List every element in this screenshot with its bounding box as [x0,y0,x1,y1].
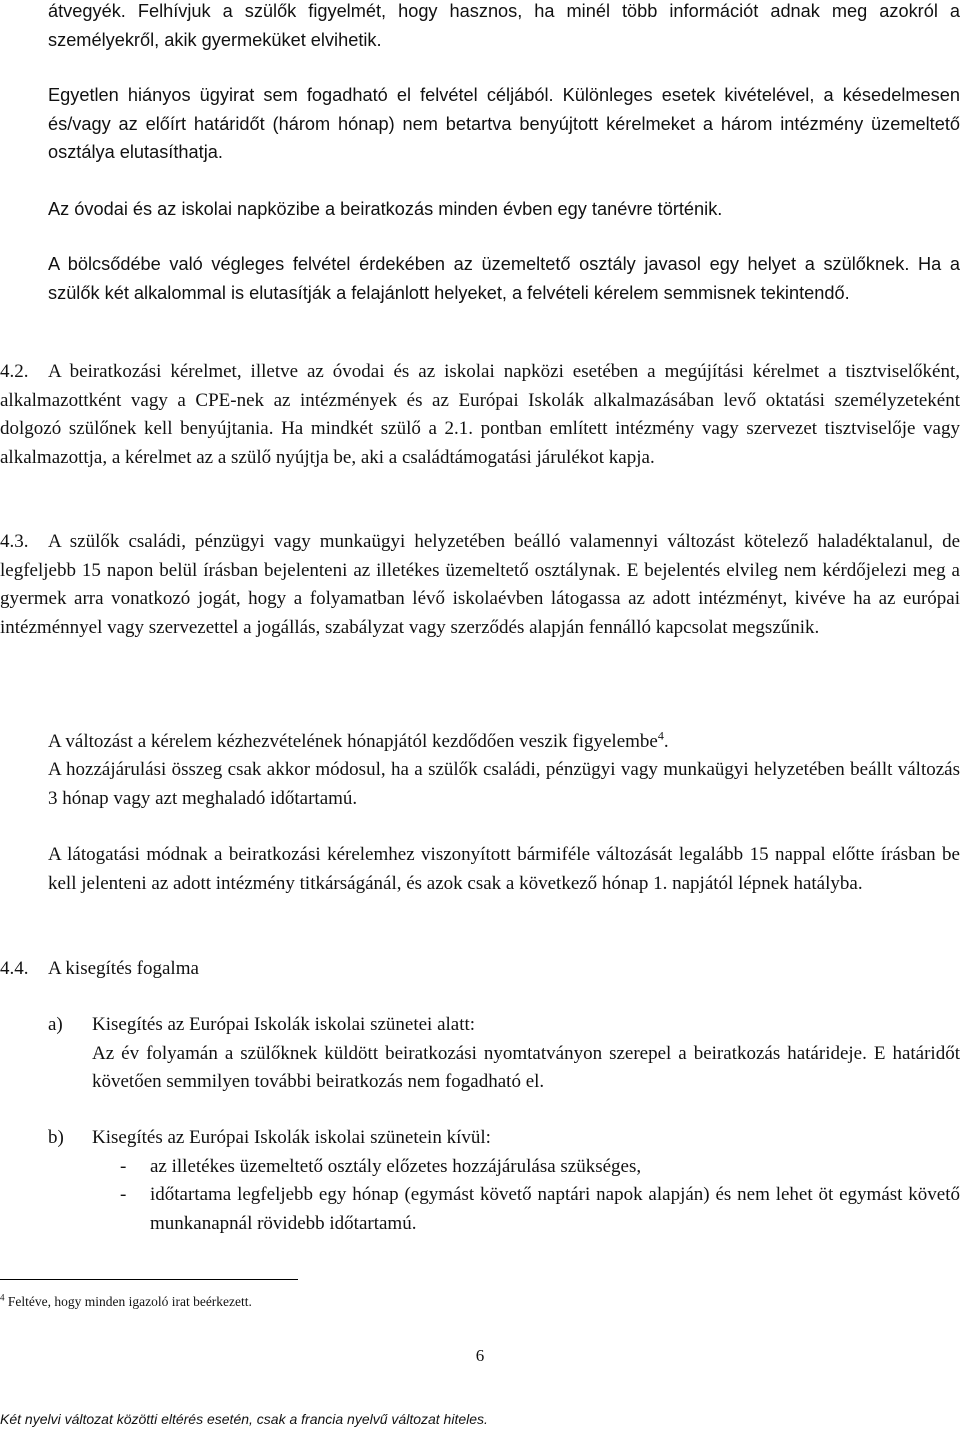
paragraph-change-effective [48,728,960,757]
footnote-mark: 4 [0,1292,5,1303]
section-4-3-body: A szülők családi, pénzügyi vagy munkaügyi helyzetében beálló valamennyi változást kötelező haladéktalanul, de legfeljebb 15 napon belül írásban bejelenteni az illetékes üzemeltető osztálynak. E bejelentés elvileg nem kérdőjelezi meg a gyermek arra vonatkozó jogát, hogy a folyamatban lévő iskolaévben látogassa az adott intézményt, kivéve ha az európai intézménnyel vagy szervezettel a jogállás, szabályzat vagy szerződés alapján fennálló kapcsolat megszűnik. [0,531,960,638]
paragraph-pickup-info: átvegyék. Felhívjuk a szülők figyelmét, hogy hasznos, ha minél több információt adnak meg azokról a személyekről, akik gyermeküket elvihetik. [48,1,960,50]
section-number: 4.2. [0,361,29,382]
footer-disclaimer: Két nyelvi változat közötti eltérés esetén, csak a francia nyelvű változat hiteles. [0,1411,488,1427]
list-item-a [92,1011,960,1097]
footnote-text: Feltéve, hogy minden igazoló irat beérkezett. [4,1294,252,1309]
list-label-b: b) [48,1127,64,1148]
page-number: 6 [475,1346,485,1365]
paragraph-attendance-change: A látogatási módnak a beiratkozási kérelemhez viszonyított bármiféle változását legalább 15 nappal előtte írásban be kell jelenteni az adott intézmény titkárságánál, és azok csak a következő hónap 1. napjától lépnek hatályba. [48,844,960,894]
paragraph-incomplete-files: Egyetlen hiányos ügyirat sem fogadható el felvétel céljából. Különleges esetek kivételével, a késedelmesen és/vagy az előírt határidőt (három hónap) nem betartva benyújtott kérelmeket a három intézmény üzemeltető osztálya elutasíthatja. [48,85,960,162]
list-item-b-title: Kisegítés az Európai Iskolák iskolai szünetein kívül: [92,1127,491,1148]
dash-bullet: - [120,1156,127,1177]
section-number: 4.4. [0,958,29,979]
list-label-a: a) [48,1014,63,1035]
dash-bullet: - [120,1184,127,1205]
footnote-reference: 4 [657,728,664,743]
paragraph-contribution-change: A hozzájárulási összeg csak akkor módosul, ha a szülők családi, pénzügyi vagy munkaügyi helyzetében beállt változás 3 hónap vagy azt meghaladó időtartamú. [48,759,960,809]
section-4-2-text [0,358,960,472]
paragraph-enrolment-yearly: Az óvodai és az iskolai napközibe a beiratkozás minden évben egy tanévre történik. [48,199,723,219]
list-item-a-text: Az év folyamán a szülőknek küldött beiratkozási nyomtatványon szerepel a beiratkozás határideje. E határidőt követően semmilyen további beiratkozás nem fogadható el. [92,1042,960,1092]
change-effective-end: . [663,731,669,752]
section-4-4-title: A kisegítés fogalma [48,958,199,979]
section-number: 4.3. [0,531,29,552]
change-effective-text: A változást a kérelem kézhezvételének hónapjától kezdődően veszik figyelembe [48,731,658,752]
footnote [0,1293,252,1311]
section-4-2-body: A beiratkozási kérelmet, illetve az óvodai és az iskolai napközi esetében a megújítási kérelmet a tisztviselőként, alkalmazottként vagy a CPE-nek az intézmények és az Európai Iskolák alkalmazásában levő oktatási személyzeteként dolgozó szülőnek kell benyújtania. Ha mindkét szülő a 2.1. pontban említett intézmény vagy szervezet tisztviselője vagy alkalmazottja, a kérelmet az a szülő nyújtja be, aki a családtámogatási járulékot kapja. [0,361,960,468]
footnote-separator [0,1279,298,1280]
list-item-b-2: időtartama legfeljebb egy hónap (egymást követő naptári napok alapján) és nem lehet öt egymást követő munkanapnál rövidebb időtartamú. [150,1184,960,1234]
list-item-b-1: az illetékes üzemeltető osztály előzetes hozzájárulása szükséges, [150,1156,642,1177]
paragraph-creche-placement: A bölcsődébe való végleges felvétel érdekében az üzemeltető osztály javasol egy helyet a szülőknek. Ha a szülők két alkalommal is elutasítják a felajánlott helyeket, a felvételi kérelem semmisnek tekintendő. [48,254,960,303]
list-item-a-title: Kisegítés az Európai Iskolák iskolai szünetei alatt: [92,1014,476,1035]
section-4-3-text [0,528,960,642]
